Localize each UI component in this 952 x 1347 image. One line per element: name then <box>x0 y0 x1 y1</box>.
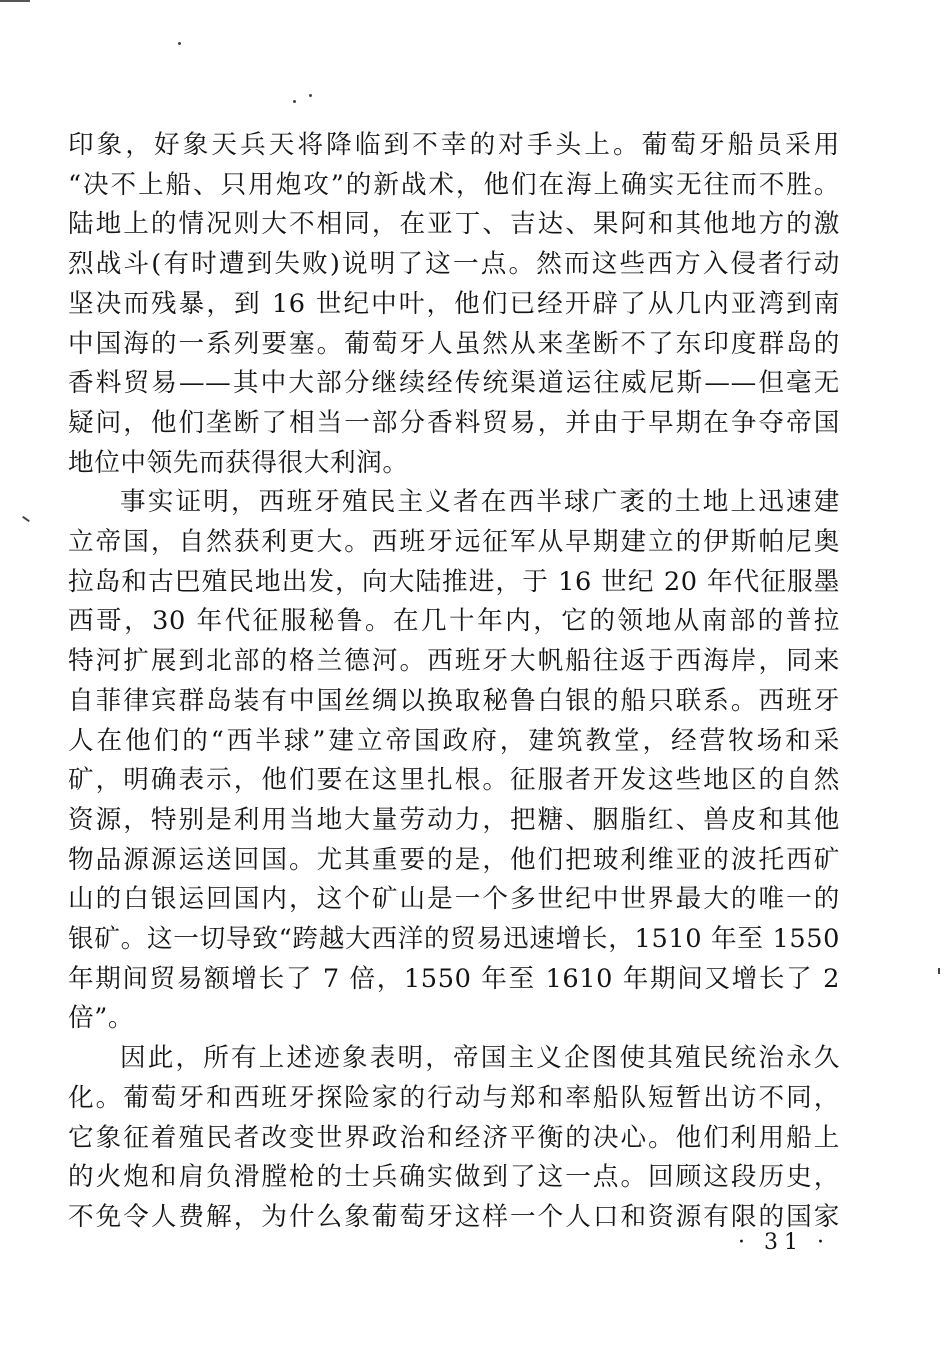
text-line: 立帝国，自然获利更大。西班牙远征军从早期建立的伊斯帕尼奥 <box>68 527 840 558</box>
text-line: 因此，所有上述迹象表明，帝国主义企图使其殖民统治永久 <box>120 1043 840 1074</box>
text-line: 资源，特别是利用当地大量劳动力，把糖、胭脂红、兽皮和其他 <box>68 804 840 835</box>
text-line: 矿，明确表示，他们要在这里扎根。征服者开发这些地区的自然 <box>68 765 840 796</box>
text-line: 事实证明，西班牙殖民主义者在西半球广袤的土地上迅速建 <box>120 487 840 518</box>
text-line: 特河扩展到北部的格兰德河。西班牙大帆船往返于西海岸，同来 <box>68 646 840 677</box>
page-number: · 31 · <box>738 1230 830 1255</box>
text-line: 西哥，30 年代征服秘鲁。在几十年内，它的领地从南部的普拉 <box>68 606 840 637</box>
text-line: 香料贸易——其中大部分继续经传统渠道运往威尼斯——但毫无 <box>68 368 840 399</box>
text-line: 年期间贸易额增长了 7 倍，1550 年至 1610 年期间又增长了 2 <box>68 963 840 994</box>
text-line: 倍”。 <box>68 1003 135 1034</box>
paragraph-2 <box>68 483 840 1039</box>
text-line: 它象征着殖民者改变世界政治和经济平衡的决心。他们利用船上 <box>68 1122 840 1153</box>
text-line: 物品源源运送回国。尤其重要的是，他们把玻利维亚的波托西矿 <box>68 844 840 875</box>
text-line: 化。葡萄牙和西班牙探险家的行动与郑和率船队短暂出访不同， <box>68 1082 840 1113</box>
text-line: 印象，好象天兵天将降临到不幸的对手头上。葡萄牙船员采用 <box>68 130 840 160</box>
scan-speck <box>178 42 181 45</box>
scan-speck <box>22 516 30 522</box>
text-line: 不免令人费解，为什么象葡萄牙这样一个人口和资源有限的国家 <box>68 1201 840 1232</box>
body-text <box>68 126 840 1238</box>
scan-speck <box>293 100 296 103</box>
text-line: “决不上船、只用炮攻”的新战术，他们在海上确实无往而不胜。 <box>68 169 840 200</box>
text-line: 烈战斗(有时遭到失败)说明了这一点。然而这些西方入侵者行动 <box>68 249 840 280</box>
text-line: 疑问，他们垄断了相当一部分香料贸易，并由于早期在争夺帝国 <box>68 407 840 438</box>
scan-speck <box>938 968 940 974</box>
paragraph-1 <box>68 126 840 483</box>
scan-speck <box>309 94 312 97</box>
text-line: 坚决而残暴，到 16 世纪中叶，他们已经开辟了从几内亚湾到南 <box>68 288 840 319</box>
text-line: 山的白银运回国内，这个矿山是一个多世纪中世界最大的唯一的 <box>68 884 840 915</box>
text-line: 拉岛和古巴殖民地出发，向大陆推进，于 16 世纪 20 年代征服墨 <box>68 566 840 597</box>
text-line: 自菲律宾群岛装有中国丝绸以换取秘鲁白银的船只联系。西班牙 <box>68 685 840 716</box>
paragraph-3 <box>68 1039 840 1238</box>
scan-edge-mark <box>0 0 30 2</box>
text-line: 的火炮和肩负滑膛枪的士兵确实做到了这一点。回顾这段历史， <box>68 1162 840 1193</box>
text-line: 银矿。这一切导致“跨越大西洋的贸易迅速增长，1510 年至 1550 <box>68 924 840 955</box>
text-line: 人在他们的“西半球”建立帝国政府，建筑教堂，经营牧场和采 <box>68 725 840 756</box>
text-line: 陆地上的情况则大不相同，在亚丁、吉达、果阿和其他地方的激 <box>68 209 840 240</box>
text-line: 中国海的一系列要塞。葡萄牙人虽然从来垄断不了东印度群岛的 <box>68 328 840 359</box>
text-line: 地位中领先而获得很大利润。 <box>68 447 409 478</box>
